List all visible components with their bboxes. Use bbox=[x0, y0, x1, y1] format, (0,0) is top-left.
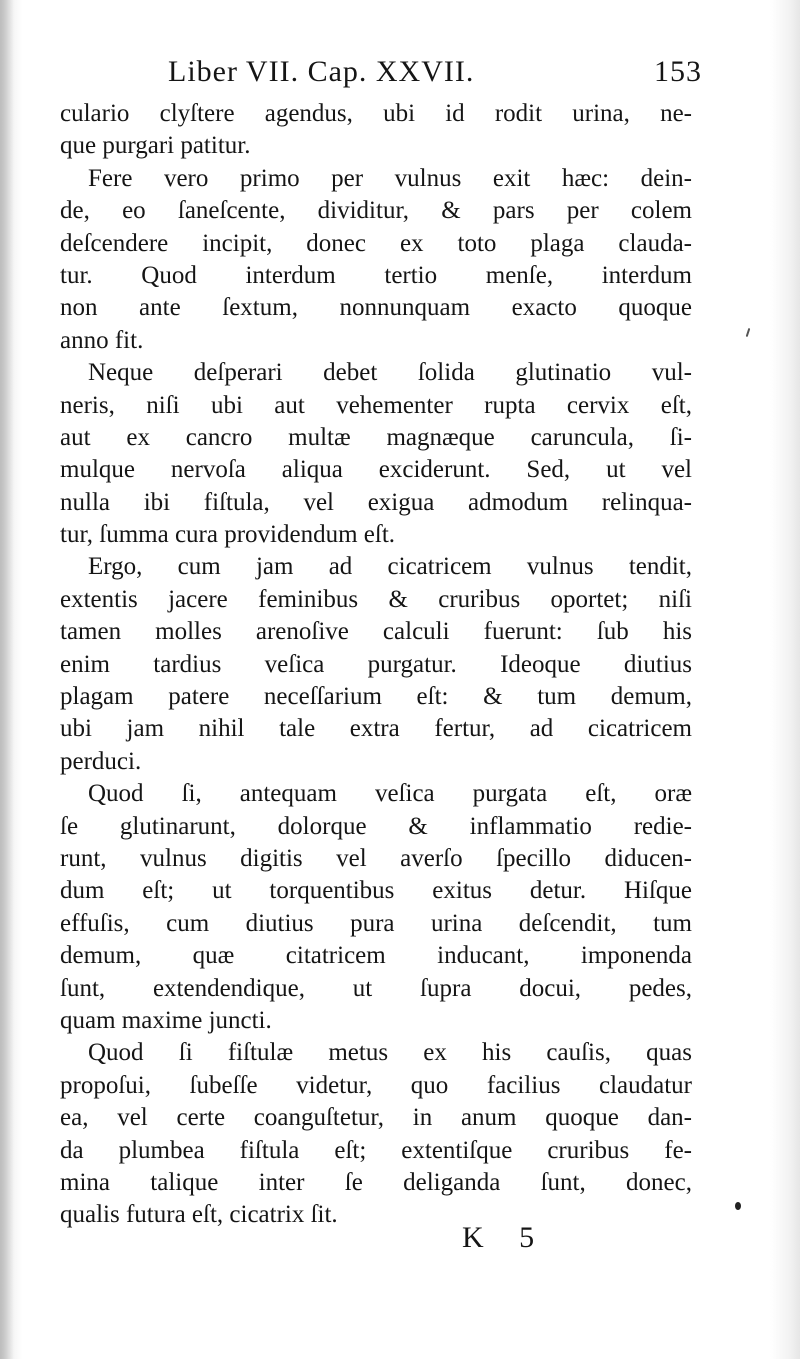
text-line: nulla ibi fiſtula, vel exigua admodum relinqua- bbox=[60, 488, 692, 516]
text-line: runt, vulnus digitis vel averſo ſpecillo diducen- bbox=[60, 844, 692, 872]
text-line: Quod ſi, antequam veſica purgata eſt, oræ bbox=[88, 780, 692, 808]
text-line: deſcendere incipit, donec ex toto plaga clauda- bbox=[60, 229, 692, 257]
text-line: enim tardius veſica purgatur. Ideoque diutius bbox=[60, 650, 692, 678]
text-line: effuſis, cum diutius pura urina deſcendit, tum bbox=[60, 909, 692, 937]
text-line: ubi jam nihil tale extra fertur, ad cicatricem bbox=[60, 715, 692, 743]
text-line: dum eſt; ut torquentibus exitus detur. Hiſque bbox=[60, 877, 692, 905]
text-line: plagam patere neceſſarium eſt: & tum demum, bbox=[60, 683, 692, 711]
text-line: extentis jacere feminibus & cruribus oportet; niſi bbox=[60, 585, 692, 613]
text-line: Ergo, cum jam ad cicatricem vulnus tendit, bbox=[88, 553, 692, 581]
text-line: tur, ſumma cura providendum eſt. bbox=[60, 521, 396, 549]
running-head bbox=[60, 52, 702, 92]
chapter-heading: Liber VII. Cap. XXVII. bbox=[168, 55, 475, 88]
text-line: tur. Quod interdum tertio menſe, interdum bbox=[60, 261, 692, 289]
text-line: ſunt, extendendique, ut ſupra docui, pedes, bbox=[60, 974, 692, 1002]
text-line: qualis futura eſt, cicatrix ſit. bbox=[60, 1201, 338, 1229]
text-line: aut ex cancro multæ magnæque caruncula, ſi- bbox=[60, 423, 692, 451]
binding-shadow bbox=[0, 0, 14, 1359]
text-line: demum, quæ citatricem inducant, imponenda bbox=[60, 942, 692, 970]
ink-speck bbox=[735, 1202, 741, 1210]
text-line: mulque nervoſa aliqua exciderunt. Sed, ut vel bbox=[60, 456, 692, 484]
text-line: culario clyſtere agendus, ubi id rodit urina, ne- bbox=[60, 100, 692, 127]
text-line: Quod ſi fiſtulæ metus ex his cauſis, quas bbox=[88, 1039, 692, 1067]
text-line: perduci. bbox=[60, 747, 142, 775]
text-line: tamen molles arenoſive calculi fuerunt: ſub his bbox=[60, 618, 692, 646]
text-line: ea, vel certe coanguſtetur, in anum quoque dan- bbox=[60, 1104, 692, 1132]
text-line: mina talique inter ſe deliganda ſunt, donec, bbox=[60, 1168, 692, 1196]
text-line: que purgari patitur. bbox=[60, 132, 251, 160]
text-line: quam maxime juncti. bbox=[60, 1006, 272, 1034]
page-number: 153 bbox=[654, 55, 702, 88]
ink-speck bbox=[746, 328, 751, 337]
text-line: non ante ſextum, nonnunquam exacto quoque bbox=[60, 294, 692, 322]
text-line: da plumbea fiſtula eſt; extentiſque cruribus fe- bbox=[60, 1136, 692, 1164]
signature-mark: K 5 bbox=[462, 1221, 549, 1254]
text-line: ſe glutinarunt, dolorque & inflammatio redie- bbox=[60, 812, 692, 840]
text-line: Fere vero primo per vulnus exit hæc: dein- bbox=[88, 164, 692, 192]
text-line: de, eo ſaneſcente, dividitur, & pars per colem bbox=[60, 197, 692, 225]
text-line: Neque deſperari debet ſolida glutinatio vul- bbox=[88, 359, 692, 387]
text-line: anno fit. bbox=[60, 326, 144, 354]
body-text bbox=[60, 98, 692, 1232]
text-line: propoſui, ſubeſſe videtur, quo facilius claudatur bbox=[60, 1071, 692, 1099]
text-line: neris, niſi ubi aut vehementer rupta cervix eſt, bbox=[60, 391, 692, 419]
